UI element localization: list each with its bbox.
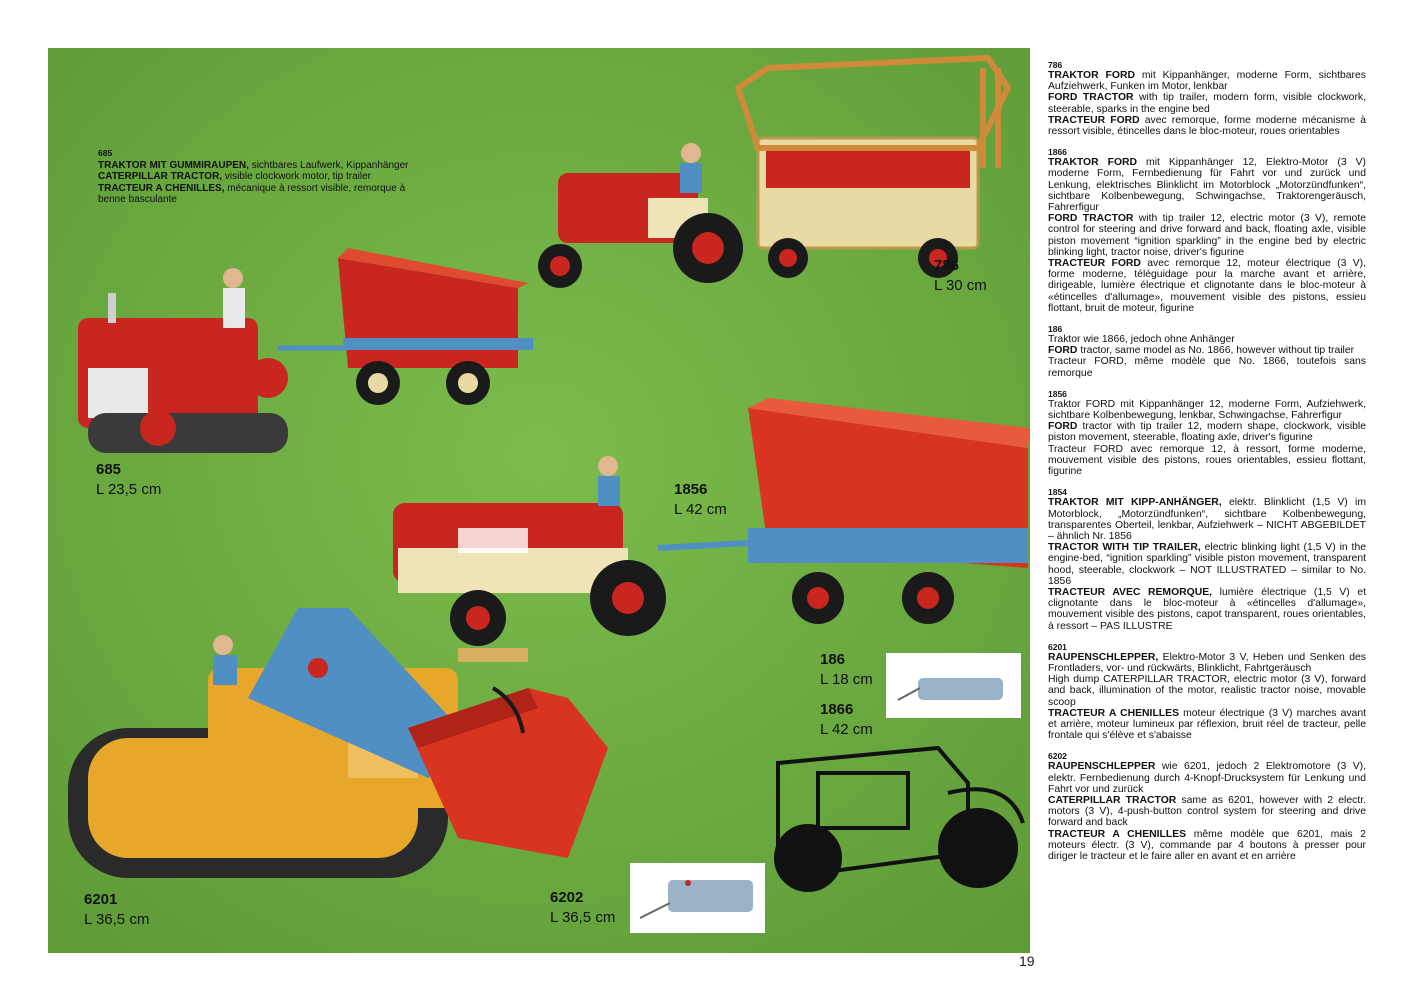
caption-6202: 6202 L 36,5 cm bbox=[550, 889, 616, 926]
product-photo bbox=[48, 48, 1030, 953]
intro-code: 685 bbox=[98, 148, 113, 158]
product-685-intro bbox=[98, 148, 418, 206]
page-number: 19 bbox=[1019, 953, 1035, 969]
caption-1856: 1856 L 42 cm bbox=[674, 481, 727, 518]
caption-186: 186 L 18 cm bbox=[820, 651, 873, 688]
entry-786: 786 TRAKTOR FORD mit Kippanhänger, moderne Form, sichtbares Aufziehwerk, Funken im Motor, lenkbar FORD TRACTOR with tip trailer, modern form, visible clockwork, steerable, sparks in the engine bed TRACTEUR FORD avec remorque, forme moderne mécanisme à ressort visible, étincelles dans le bloc-moteur, roues orientables bbox=[1048, 60, 1366, 138]
entry-1866: 1866 TRAKTOR FORD mit Kippanhänger 12, Elektro-Motor (3 V) moderne Form, Fernbedienung für Fahrt vor und zurück und Lenkung, elektrisches Blinklicht im Motorblock „Motorzündfunken“, sichtbare Kolbenbewegung, Schwingachse, Traktorengeräusch, Fahrerfigur FORD TRACTOR with tip trailer 12, electric motor (3 V), remote control for steering and drive forward and back, floating axle, visible piston movement “ignition sparkling” in the engine bed by electric blinking light, tractor noise, driver's figurine TRACTEUR FORD avec remorque 12, moteur électrique (3 V), forme moderne, téléguidage pour la marche avant et arrière, dirigeable, lumière électrique et clignotante dans le bloc-moteur à «étincelles d'allumage», mouvement visible des pistons, essieu flottant, bruit de moteur, figurine bbox=[1048, 147, 1367, 314]
intro-line-fr: TRACTEUR A CHENILLES, mécanique à ressort visible, remorque à benne basculante bbox=[98, 182, 406, 205]
intro-line-en: CATERPILLAR TRACTOR, visible clockwork motor, tip trailer bbox=[98, 171, 372, 182]
caption-1866: 1866 L 42 cm bbox=[820, 701, 873, 738]
entry-1854: 1854 TRAKTOR MIT KIPP-ANHÄNGER, elektr. Blinklicht (1,5 V) im Motorblock, „Motorzündfunken“, sichtbare Kolbenbewegung, transparentes Oberteil, lenkbar, Aufziehwerk – NICHT ABGEBILDET – ähnlich Nr. 1856 TRACTOR WITH TIP TRAILER, electric blinking light (1,5 V) in the engine-bed, “ignition sparkling” visible piston movement, transparent hood, steerable, clockwork – NOT ILLUSTRATED – similar to No. 1856 TRACTEUR AVEC REMORQUE, lumière électrique (1,5 V) et clignotante dans le bloc-moteur à «étincelles d'allumage», mouvement visible des pistons, capot transparent, roues orientables, à ressort – PAS ILLUSTRE bbox=[1048, 487, 1366, 632]
caption-786: 786 L 30 cm bbox=[934, 257, 987, 294]
caption-685: 685 L 23,5 cm bbox=[96, 461, 162, 498]
remote-control-186-image bbox=[886, 653, 1021, 718]
entry-186: 186 Traktor wie 1866, jedoch ohne Anhänger FORD tractor, same model as No. 1866, however without tip trailer Tracteur FORD, même modèle que No. 1866, toutefois sans remorque bbox=[1048, 324, 1366, 379]
caption-6201: 6201 L 36,5 cm bbox=[84, 891, 150, 928]
remote-control-6202-image bbox=[630, 863, 765, 933]
entry-1856: 1856 Traktor FORD mit Kippanhänger 12, moderne Form, Aufziehwerk, sichtbare Kolbenbewegung, lenkbar, Schwingachse, Fahrerfigur FORD tractor with tip trailer 12, modern shape, clockwork, visible piston movement, steerable, floating axle, driver's figurine Tracteur FORD avec remorque 12, à ressort, forme moderne, mouvement visible des pistons, roues orientables, essieu flottant, figurine bbox=[1048, 388, 1366, 478]
entry-6201: 6201 RAUPENSCHLEPPER, Elektro-Motor 3 V, Heben und Senken des Frontladers, vor- und rückwärts, Blinklicht, Fahrtgeräusch High dump CATERPILLAR TRACTOR, electric motor (3 V), forward and back, illumination of the motor, realistic tractor noise, movable scoop TRACTEUR A CHENILLES moteur électrique (3 V) marches avant et arrière, moteur lumineux par réflexion, bruit réel de tracteur, pelle frontale qui s'élève et s'abaisse bbox=[1048, 641, 1366, 742]
product-descriptions bbox=[1048, 60, 1366, 872]
entry-6202: 6202 RAUPENSCHLEPPER wie 6201, jedoch 2 Elektromotore (3 V), elektr. Fernbedienung durch 4-Knopf-Drucksystem für Lenkung und Fahrt vor und zurück CATERPILLAR TRACTOR same as 6201, however with 2 electr. motors (3 V), 4-push-button control system for steering and drive forward and back TRACTEUR A CHENILLES même modèle que 6201, mais 2 moteurs électr. (3 V), commande par 4 boutons à presser pour diriger le tracteur et le faire aller en avant et en arrière bbox=[1048, 751, 1366, 862]
intro-line-de: TRAKTOR MIT GUMMIRAUPEN, sichtbares Laufwerk, Kippanhänger bbox=[98, 159, 409, 171]
